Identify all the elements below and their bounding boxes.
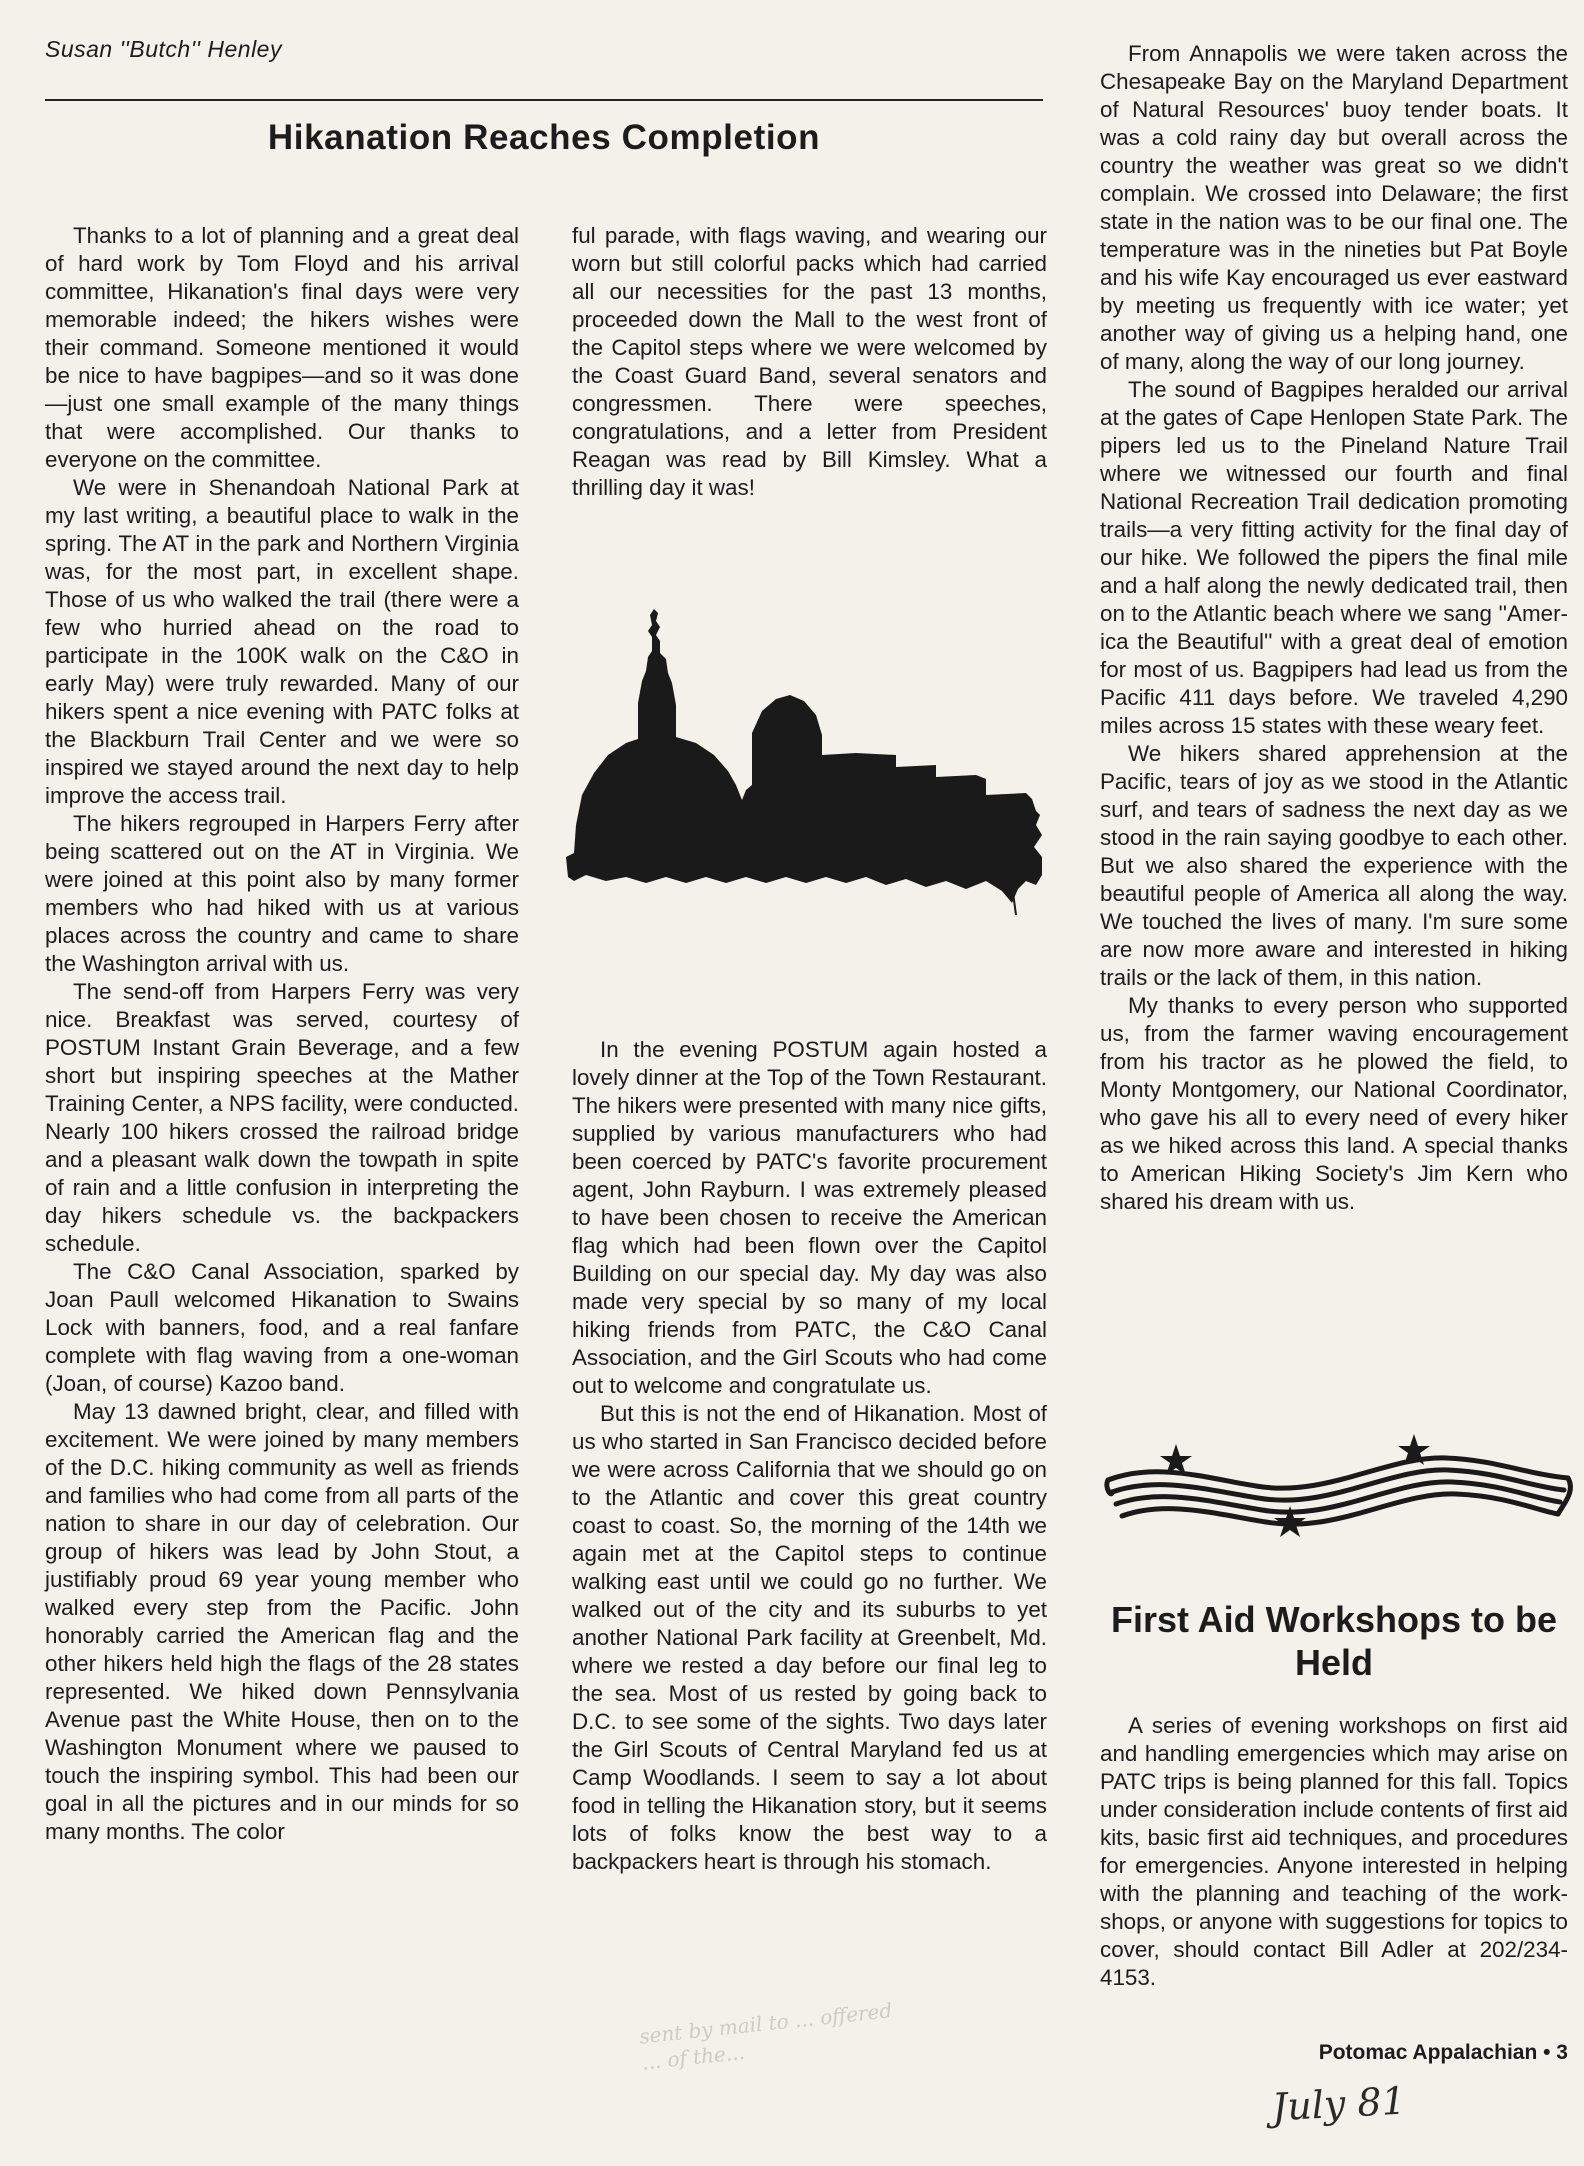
paragraph: In the evening POSTUM again hosted a lovely dinner at the Top of the Town Restaurant. The hikers were presented with many nice gifts, supplied by various manufacturers who had been coerced by PATC's favorite procurement agent, John Rayburn. I was extremely pleased to have been chosen to receive the American flag which had been flown over the Capitol Building on our special day. My day was also made very special by so many of my local hiking friends from PATC, the C&O Canal Association, and the Girl Scouts who had come out to welcome and congratulate us.: [572, 1037, 1047, 1398]
paragraph: The C&O Canal Association, sparked by Joan Paull welcomed Hikanation to Swains Lock with banners, food, and a real fanfare complete with flag waving from a one-woman (Joan, of course) Kazoo band.: [45, 1259, 519, 1396]
sidebar-article: [1100, 1712, 1568, 1992]
article-column-2-bottom: [572, 1036, 1047, 1876]
paragraph: We hikers shared apprehension at the Pacific, tears of joy as we stood in the Atlantic surf, and tears of sadness the next day as we stood in the rain saying goodbye to each other. But we also shared the experience with the beautiful people of America all along the way. We touched the lives of many. I'm sure some are now more aware and interested in hiking trails or the lack of them, in this nation.: [1100, 741, 1568, 990]
headline: Hikanation Reaches Completion: [267, 118, 821, 157]
page-footer: Potomac Appalachian • 3: [1318, 2041, 1568, 2064]
paragraph: The hikers regrouped in Harpers Ferry after being scattered out on the AT in Virginia. We were joined at this point also by many former members who had hiked with us at various places across the country and came to share the Washington arrival with us.: [45, 811, 519, 976]
paragraph: From Annapolis we were taken across the Chesapeake Bay on the Maryland Department of Natural Resources' buoy tender boats. It was a cold rainy day but overall across the country the weather was great so we didn't complain. We crossed into Delaware; the first state in the nation was to be our final one. The temperature was in the nineties but Pat Boyle and his wife Kay encouraged us ever eastward by meeting us frequently with ice water; yet another way of giving us a helping hand, one of many, along the way of our long journey.: [1100, 41, 1568, 374]
capitol-silhouette-illustration: [556, 585, 1066, 955]
paragraph: May 13 dawned bright, clear, and filled with excitement. We were joined by many members of the D.C. hiking community as well as friends and families who had come from all parts of the nation to share in our day of celebration. Our group of hikers was lead by John Stout, a justifiably proud 69 year young member who walked every step from the Pacific. John honorably carried the American flag and the other hikers held high the flags of the 28 states represented. We hiked down Pennsylvania Avenue past the White House, then on to the Washington Monument where we paused to touch the inspiring symbol. This had been our goal in all the pictures and in our minds for so many months. The color: [45, 1399, 519, 1844]
paragraph: Thanks to a lot of planning and a great deal of hard work by Tom Floyd and his arrival committee, Hikanation's final days were very memorable indeed; the hikers wishes were their command. Someone mentioned it would be nice to have bagpipes—and so it was done—just one small example of the many things that were accomplished. Our thanks to everyone on the committee.: [45, 223, 519, 472]
header-rule: [45, 99, 1043, 101]
paragraph: The send-off from Harpers Ferry was very nice. Breakfast was served, courtesy of POSTUM Instant Grain Beverage, and a few short but inspiring speeches at the Mather Training Center, a NPS facility, were conducted. Nearly 100 hikers crossed the railroad bridge and a pleasant walk down the towpath in spite of rain and a little confusion in interpreting the day hikers schedule vs. the backpackers schedule.: [45, 979, 519, 1256]
paragraph: The sound of Bagpipes heralded our arrival at the gates of Cape Henlopen State Park. The pipers led us to the Pineland Nature Trail where we witnessed our fourth and final National Recreation Trail dedication promoting trails—a very fitting activity for the final day of our hike. We followed the pipers the final mile and a half along the newly dedicated trail, then on to the Atlantic beach where we sang ''America the Beautiful'' with a great deal of emotion for most of us. Bagpipers had lead us from the Pacific 411 days before. We traveled 4,290 miles across 15 states with these weary feet.: [1100, 377, 1568, 738]
paragraph: My thanks to every person who supported us, from the farmer waving encouragement from his tractor as he plowed the field, to Monty Montgomery, our National Coordinator, who gave his all to every need of every hiker as we hiked across this land. A special thanks to American Hiking Society's Jim Kern who shared his dream with us.: [1100, 993, 1568, 1214]
handwritten-date: July 81: [1270, 2078, 1407, 2130]
paragraph: A series of evening workshops on first aid and handling emergencies which may arise on PATC trips is being planned for this fall. Topics under consideration include contents of first aid kits, basic first aid techniques, and procedures for emergencies. Anyone interested in helping with the planning and teaching of the workshops, or anyone with suggestions for topics to cover, should contact Bill Adler at 202/234-4153.: [1100, 1713, 1568, 1990]
sub-headline: First Aid Workshops to be Held: [1110, 1599, 1558, 1683]
article-column-3: [1100, 40, 1568, 1216]
article-column-2-top: [572, 222, 1047, 502]
paragraph: We were in Shenandoah National Park at my last writing, a beautiful place to walk in the spring. The AT in the park and Northern Virginia was, for the most part, in excellent shape. Those of us who walked the trail (there were a few who hurried ahead on the road to participate in the 100K walk on the C&O in early May) were truly rewarded. Many of our hikers spent a nice evening with PATC folks at the Blackburn Trail Center and we were so inspired we stayed around the next day to help improve the access trail.: [45, 475, 519, 808]
paragraph: ful parade, with flags waving, and wearing our worn but still colorful packs which had carried all our necessities for the past 13 months, proceeded down the Mall to the west front of the Capitol steps where we were welcomed by the Coast Guard Band, several senators and congressmen. There were speeches, congratulations, and a letter from President Reagan was read by Bill Kimsley. What a thrilling day it was!: [572, 223, 1047, 500]
faint-handwritten-note: sent by mail to ... offered ... of the...: [638, 1998, 894, 2075]
byline: Susan ''Butch'' Henley: [45, 36, 282, 62]
paragraph: But this is not the end of Hikanation. Most of us who started in San Francisco decided before we were across California that we should go on to the Atlantic and cover this great country coast to coast. So, the morning of the 14th we again met at the Capitol steps to continue walking east until we could go no further. We walked out of the city and its suburbs to yet another National Park facility at Greenbelt, Md. where we rested a day before our final leg to the sea. Most of us rested by going back to D.C. to see some of the sights. Two days later the Girl Scouts of Central Maryland fed us at Camp Woodlands. I seem to say a lot about food in telling the Hikanation story, but it seems lots of folks know the best way to a backpackers heart is through his stomach.: [572, 1401, 1047, 1874]
article-column-1: [45, 222, 519, 1846]
flag-banner-illustration: [1096, 1422, 1576, 1552]
